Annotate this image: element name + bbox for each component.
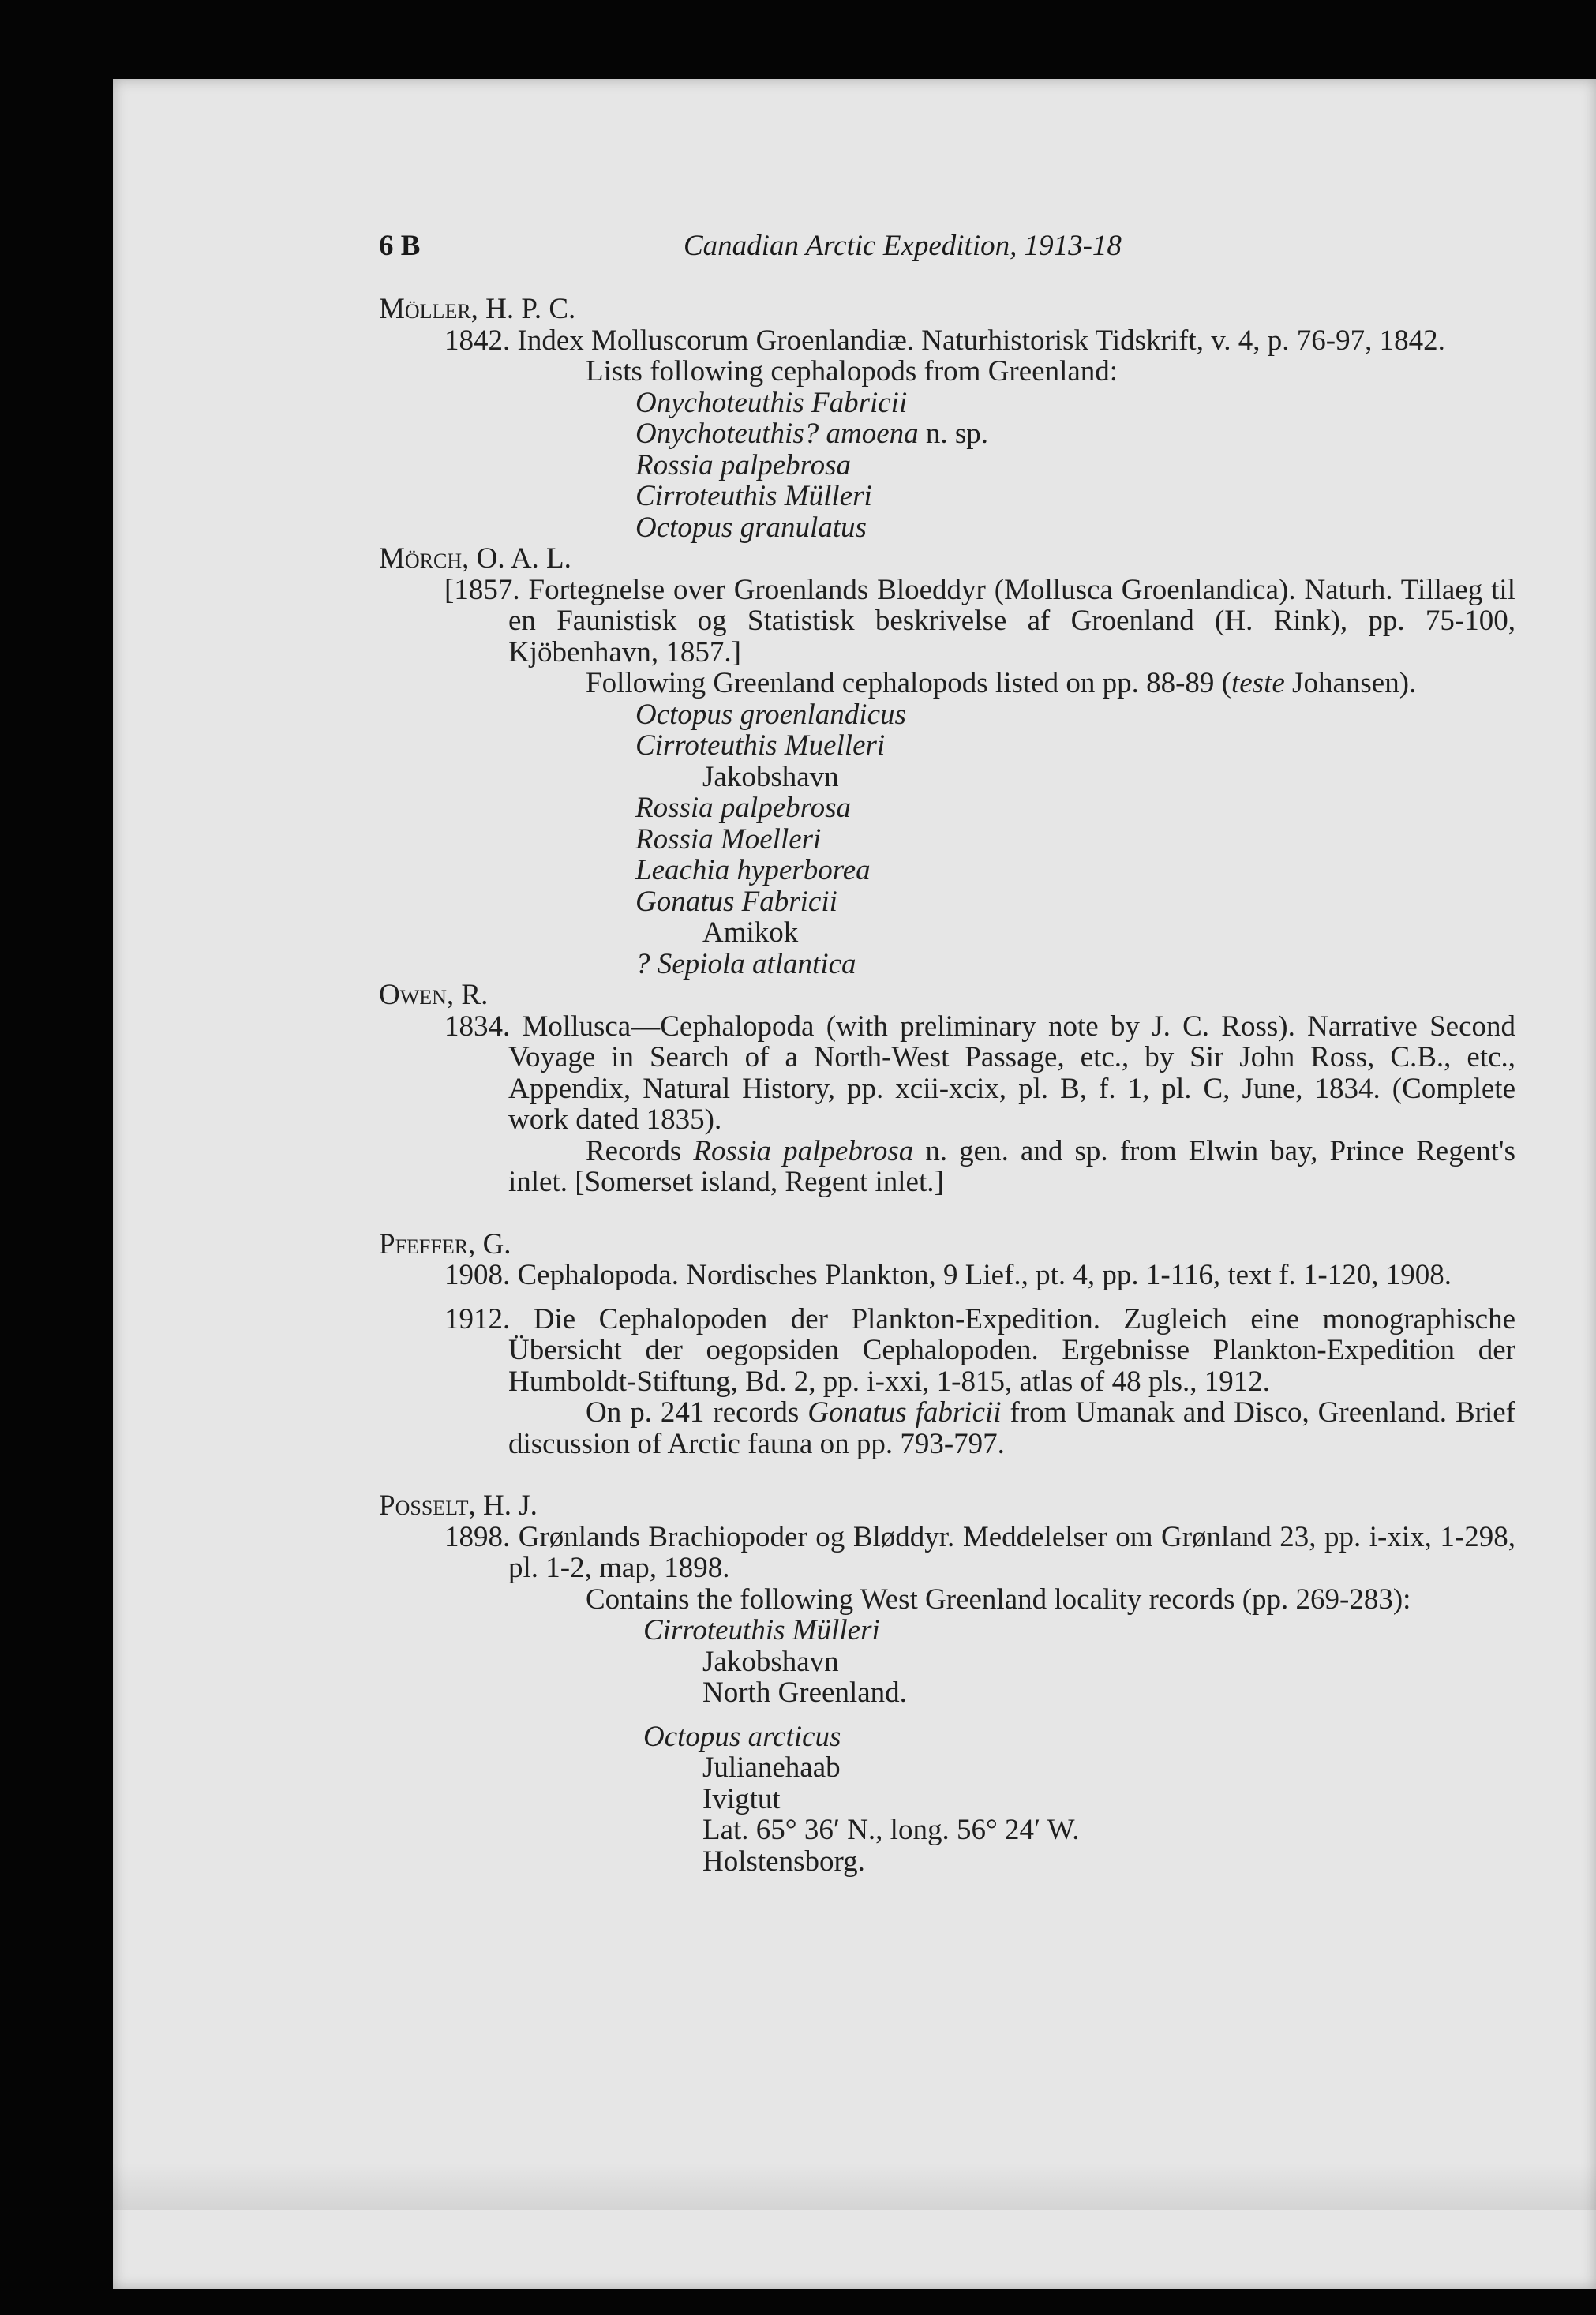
species-name: Octopus groenlandicus bbox=[635, 698, 906, 731]
citation: 1908. Cephalopoda. Nordisches Plankton, 9 Lief., pt. 4, pp. 1-116, text f. 1-120, 1908. bbox=[444, 1259, 1452, 1291]
spacer bbox=[379, 1709, 1515, 1721]
author-heading: Möller, H. P. C. bbox=[379, 293, 576, 325]
citation: [1857. Fortegnelse over Groenlands Bloeddyr (Mollusca Groenlandica). Naturh. Tillaeg til en Faunistisk og Statistisk beskrivelse af Groenland (H. Rink), pp. 75-100, Kjöbenhavn, 1857.] bbox=[444, 573, 1515, 669]
locality: Lat. 65° 36′ N., long. 56° 24′ W. bbox=[702, 1814, 1080, 1846]
citation: 1898. Grønlands Brachiopoder og Bløddyr. Meddelelser om Grønland 23, pp. i-xix, 1-298, pl. 1-2, map, 1898. bbox=[444, 1520, 1515, 1584]
species-name: Onychoteuthis? amoena n. sp. bbox=[635, 418, 989, 450]
locality: Jakobshavn bbox=[702, 760, 839, 793]
author-heading: Owen, R. bbox=[379, 979, 489, 1011]
citation: 1912. Die Cephalopoden der Plankton-Expedition. Zugleich eine monographische Übersicht der oegopsiden Cephalopoden. Ergebnisse Plankton-Expedition der Humboldt-Stiftung, Bd. 2, pp. i-xxi, 1-815, atlas of 48 pls., 1912. bbox=[444, 1302, 1515, 1398]
species-name: Leachia hyperborea bbox=[635, 854, 871, 886]
species-name: Onychoteuthis Fabricii bbox=[635, 386, 908, 419]
species-name: Gonatus Fabricii bbox=[635, 885, 837, 918]
species-name: Rossia palpebrosa bbox=[635, 448, 852, 481]
species-suffix: n. sp. bbox=[918, 418, 989, 450]
locality: Jakobshavn bbox=[702, 1645, 839, 1678]
citation: 1842. Index Molluscorum Groenlandiæ. Naturhistorisk Tidskrift, v. 4, p. 76-97, 1842. bbox=[444, 324, 1445, 357]
species-name: Cirroteuthis Mülleri bbox=[643, 1614, 880, 1646]
locality: Amikok bbox=[702, 916, 799, 949]
species-name: Octopus granulatus bbox=[635, 511, 867, 544]
spacer bbox=[379, 1459, 1515, 1490]
species-name: ? Sepiola atlantica bbox=[635, 947, 856, 980]
spacer bbox=[379, 1198, 1515, 1229]
species-name: Octopus arcticus bbox=[643, 1720, 841, 1753]
citation-note: Records Rossia palpebrosa n. gen. and sp. from Elwin bay, Prince Regent's inlet. [Somerset island, Regent inlet.] bbox=[508, 1134, 1516, 1198]
author-heading: Posselt, H. J. bbox=[379, 1489, 538, 1522]
citation-note: Following Greenland cephalopods listed on pp. 88-89 (teste Johansen). bbox=[586, 667, 1417, 699]
citation-note: Lists following cephalopods from Greenland: bbox=[586, 355, 1118, 388]
locality: Julianehaab bbox=[702, 1751, 841, 1784]
species-name: Rossia palpebrosa bbox=[635, 792, 852, 824]
author-heading: Mörch, O. A. L. bbox=[379, 542, 571, 575]
author-heading: Pfeffer, G. bbox=[379, 1227, 511, 1261]
page-shadow bbox=[113, 2163, 1596, 2210]
locality: Holstensborg. bbox=[702, 1845, 865, 1878]
spacer bbox=[379, 1291, 1515, 1304]
bibliography bbox=[379, 294, 1515, 1877]
citation-note: On p. 241 records Gonatus fabricii from Umanak and Disco, Greenland. Brief discussion of Arctic fauna on pp. 793-797. bbox=[508, 1396, 1516, 1460]
species-name: Rossia Moelleri bbox=[635, 822, 822, 856]
locality: Ivigtut bbox=[702, 1782, 781, 1815]
species-name: Cirroteuthis Muelleri bbox=[635, 729, 886, 762]
page-number: 6 B bbox=[379, 230, 421, 262]
species-name: Cirroteuthis Mülleri bbox=[635, 480, 872, 512]
citation-note: Contains the following West Greenland locality records (pp. 269-283): bbox=[586, 1583, 1411, 1616]
running-title: Canadian Arctic Expedition, 1913-18 bbox=[684, 230, 1122, 262]
locality: North Greenland. bbox=[702, 1676, 907, 1709]
citation: 1834. Mollusca—Cephalopoda (with preliminary note by J. C. Ross). Narrative Second Voyage in Search of a North-West Passage, etc., by Sir John Ross, C.B., etc., Appendix, Natural History, pp. xcii-xcix, pl. B, f. 1, pl. C, June, 1834. (Complete work dated 1835). bbox=[444, 1010, 1515, 1136]
